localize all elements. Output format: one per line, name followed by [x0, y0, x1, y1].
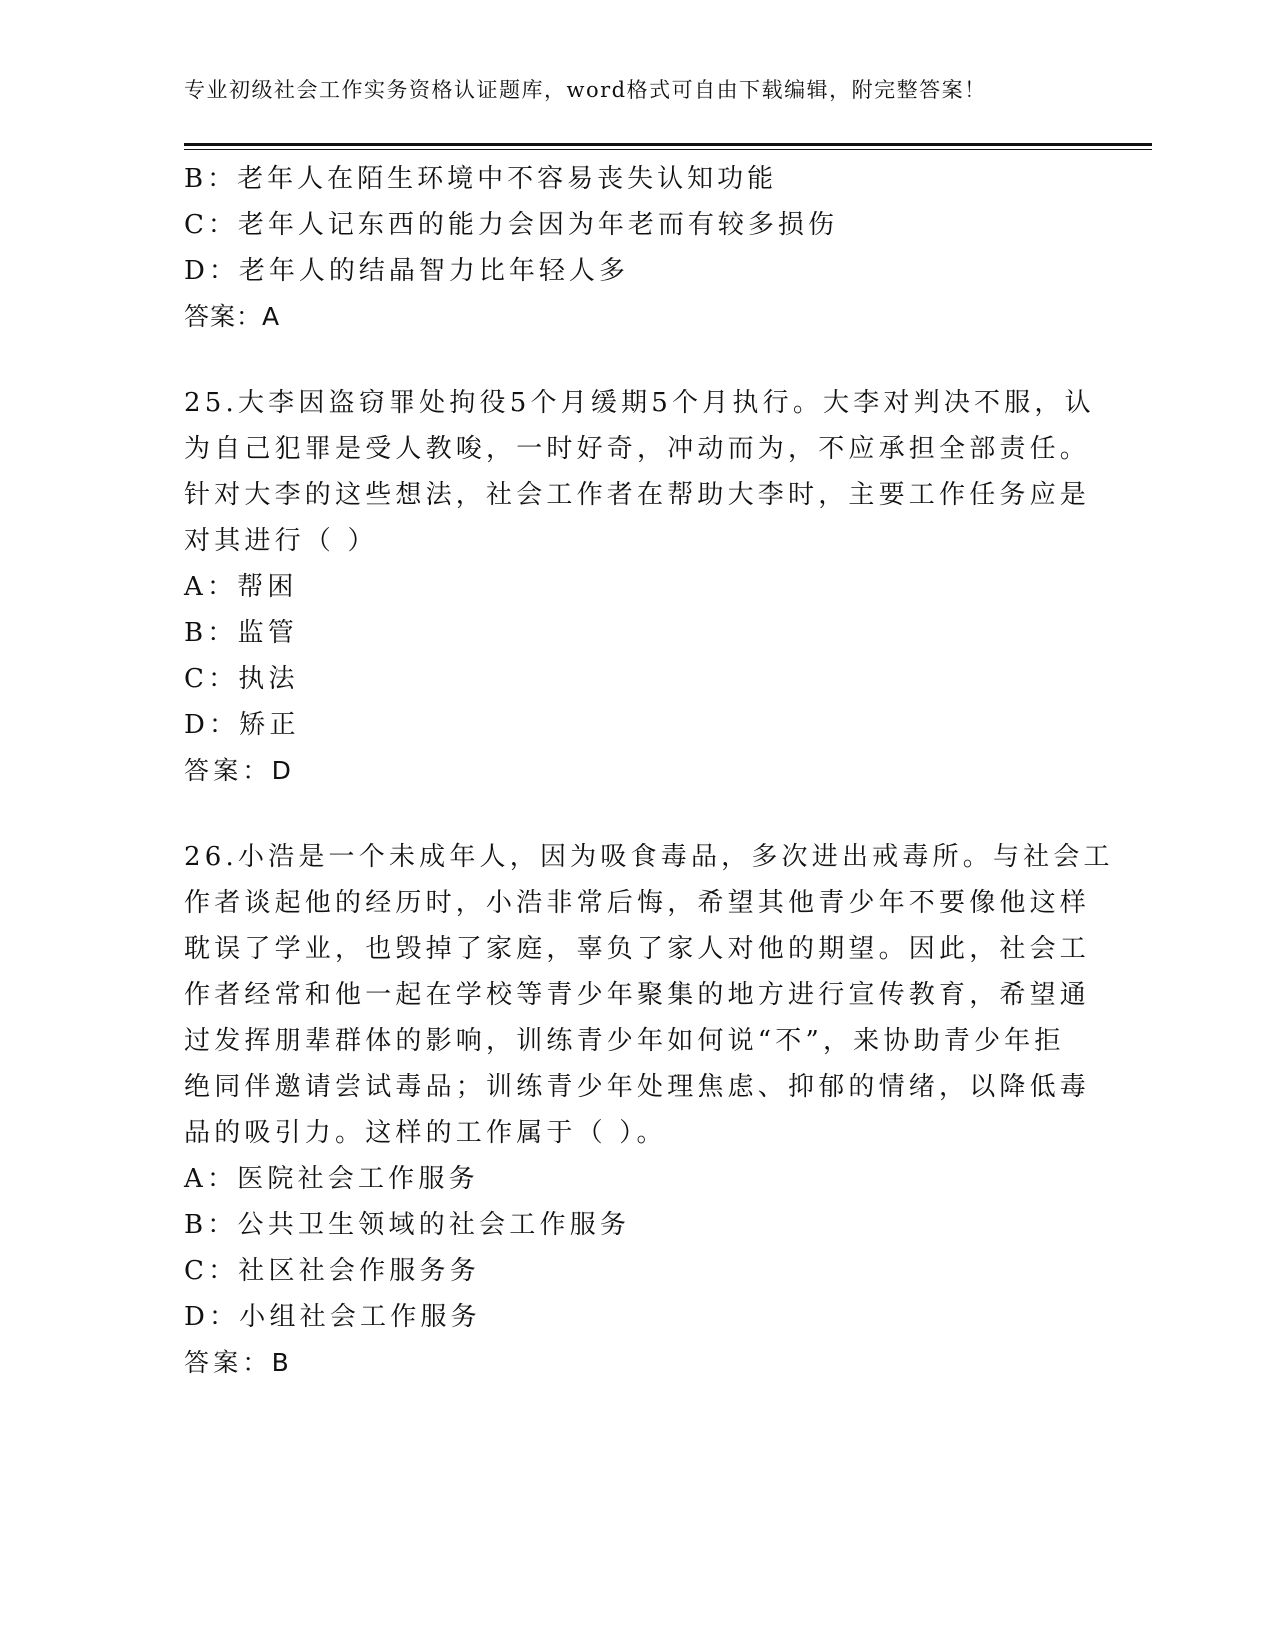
answer-line: 答案：A: [184, 302, 281, 331]
question-text-line: 为自己犯罪是受人教唆，一时好奇，冲动而为，不应承担全部责任。: [184, 434, 1091, 464]
spacer: [184, 794, 1084, 834]
prev-question-tail: [184, 156, 1084, 340]
option-c: C：老年人记东西的能力会因为年老而有较多损伤: [184, 210, 838, 240]
option-d: D：小组社会工作服务: [184, 1302, 481, 1332]
header-rule-thick: [184, 143, 1152, 146]
header-rule-thin: [184, 149, 1152, 150]
question-text-line: 对其进行（ ）: [184, 526, 378, 556]
question-25: [184, 380, 1095, 794]
page-header: 专业初级社会工作实务资格认证题库，word格式可自由下载编辑，附完整答案！: [184, 78, 987, 102]
question-text-line: 26.小浩是一个未成年人，因为吸食毒品，多次进出戒毒所。与社会工: [184, 842, 1114, 872]
option-c: C：执法: [184, 664, 299, 694]
option-d: D：矫正: [184, 710, 300, 740]
question-text-line: 过发挥朋辈群体的影响，训练青少年如何说“不”，来协助青少年拒: [184, 1026, 1065, 1056]
question-text-line: 绝同伴邀请尝试毒品；训练青少年处理焦虑、抑郁的情绪，以降低毒: [184, 1072, 1091, 1102]
option-d: D：老年人的结晶智力比年轻人多: [184, 256, 629, 286]
answer-line: 答案：D: [184, 756, 296, 785]
question-26: [184, 834, 1114, 1386]
option-a: A：帮困: [184, 572, 298, 602]
spacer: [184, 340, 1084, 380]
option-b: B：公共卫生领域的社会工作服务: [184, 1210, 631, 1240]
question-text-line: 25.大李因盗窃罪处拘役5个月缓期5个月执行。大李对判决不服，认: [184, 388, 1095, 418]
answer-line: 答案：B: [184, 1348, 293, 1377]
option-b: B：老年人在陌生环境中不容易丧失认知功能: [184, 164, 778, 194]
question-text-line: 作者经常和他一起在学校等青少年聚集的地方进行宣传教育，希望通: [184, 980, 1091, 1010]
question-text-line: 耽误了学业，也毁掉了家庭，辜负了家人对他的期望。因此，社会工: [184, 934, 1091, 964]
option-a: A：医院社会工作服务: [184, 1164, 479, 1194]
option-c: C：社区社会作服务务: [184, 1256, 480, 1286]
document-body: [184, 156, 1114, 1386]
question-text-line: 针对大李的这些想法，社会工作者在帮助大李时，主要工作任务应是: [184, 480, 1091, 510]
question-text-line: 品的吸引力。这样的工作属于（ ）。: [184, 1118, 667, 1148]
question-text-line: 作者谈起他的经历时，小浩非常后悔，希望其他青少年不要像他这样: [184, 888, 1091, 918]
option-b: B：监管: [184, 618, 298, 648]
